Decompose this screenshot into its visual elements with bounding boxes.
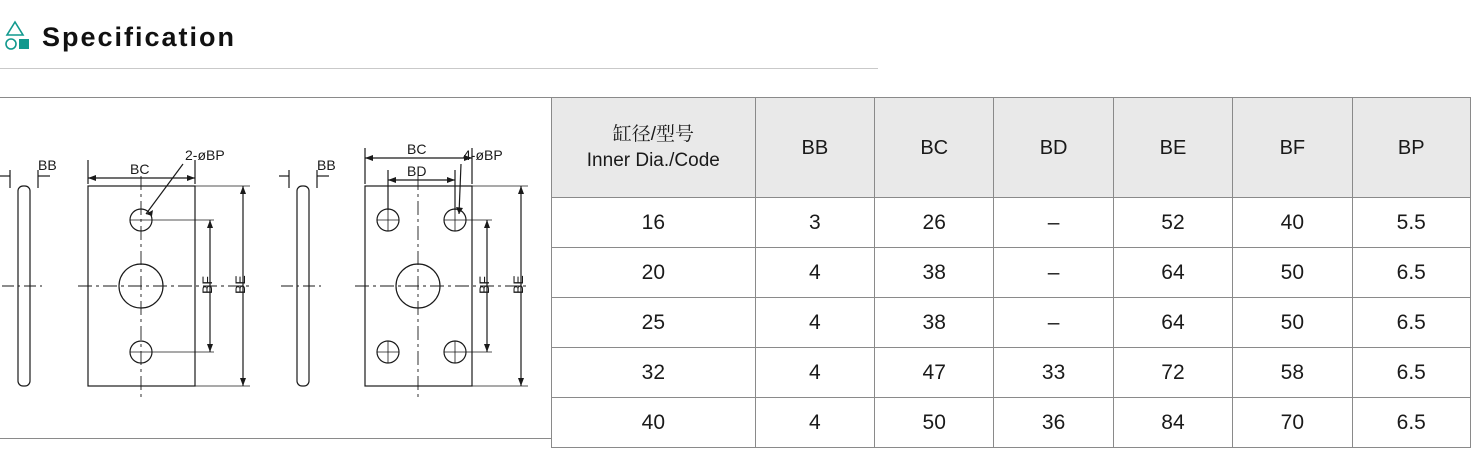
cell-be: 64 bbox=[1113, 248, 1232, 298]
table-row bbox=[552, 198, 1471, 248]
cell-bp: 6.5 bbox=[1352, 248, 1470, 298]
svg-text:4-øBP: 4-øBP bbox=[463, 147, 503, 163]
page-title: Specification bbox=[42, 22, 237, 52]
header-divider bbox=[0, 68, 878, 69]
svg-text:BE: BE bbox=[232, 275, 248, 294]
cell-code: 16 bbox=[552, 198, 756, 248]
column-header-code-cn: 缸径/型号 bbox=[612, 123, 694, 145]
cell-bc: 47 bbox=[875, 348, 994, 398]
cell-bd: – bbox=[994, 198, 1113, 248]
cell-bb: 3 bbox=[755, 198, 874, 248]
drawing-svg bbox=[0, 98, 551, 438]
column-header-be: BE bbox=[1113, 98, 1232, 198]
column-header-code-en: Inner Dia./Code bbox=[586, 149, 720, 171]
svg-text:BB: BB bbox=[38, 157, 57, 173]
svg-text:2-øBP: 2-øBP bbox=[185, 147, 225, 163]
page-header bbox=[0, 0, 1471, 72]
cell-bb: 4 bbox=[755, 348, 874, 398]
cell-be: 84 bbox=[1113, 398, 1232, 448]
table-header bbox=[552, 98, 1471, 198]
column-header-bf: BF bbox=[1233, 98, 1352, 198]
content-area bbox=[0, 97, 1471, 439]
cell-bf: 50 bbox=[1233, 248, 1352, 298]
cell-bc: 50 bbox=[875, 398, 994, 448]
table-row bbox=[552, 398, 1471, 448]
technical-drawing bbox=[0, 97, 551, 439]
svg-text:BF: BF bbox=[476, 276, 492, 294]
cell-bd: – bbox=[994, 248, 1113, 298]
column-header-bb: BB bbox=[755, 98, 874, 198]
cell-bp: 6.5 bbox=[1352, 348, 1470, 398]
column-header-bd: BD bbox=[994, 98, 1113, 198]
cell-bd: 36 bbox=[994, 398, 1113, 448]
cell-bd: 33 bbox=[994, 348, 1113, 398]
cell-bp: 6.5 bbox=[1352, 398, 1470, 448]
cell-code: 20 bbox=[552, 248, 756, 298]
svg-text:BD: BD bbox=[407, 163, 427, 179]
page-header-inner bbox=[0, 0, 1471, 60]
column-header-bp: BP bbox=[1352, 98, 1470, 198]
cell-code: 25 bbox=[552, 298, 756, 348]
column-header-bc: BC bbox=[875, 98, 994, 198]
spec-shapes-icon bbox=[4, 20, 34, 54]
svg-text:BB: BB bbox=[317, 157, 336, 173]
table-row bbox=[552, 248, 1471, 298]
specification-table bbox=[551, 97, 1471, 448]
cell-bc: 38 bbox=[875, 298, 994, 348]
cell-bd: – bbox=[994, 298, 1113, 348]
cell-bb: 4 bbox=[755, 248, 874, 298]
specification-table-wrapper bbox=[551, 97, 1471, 439]
cell-bb: 4 bbox=[755, 298, 874, 348]
cell-bp: 6.5 bbox=[1352, 298, 1470, 348]
table-row bbox=[552, 348, 1471, 398]
cell-be: 64 bbox=[1113, 298, 1232, 348]
cell-bp: 5.5 bbox=[1352, 198, 1470, 248]
table-header-row bbox=[552, 98, 1471, 198]
cell-bc: 26 bbox=[875, 198, 994, 248]
svg-text:BF: BF bbox=[199, 276, 215, 294]
cell-bc: 38 bbox=[875, 248, 994, 298]
table-row bbox=[552, 298, 1471, 348]
cell-bf: 58 bbox=[1233, 348, 1352, 398]
cell-bf: 40 bbox=[1233, 198, 1352, 248]
cell-bb: 4 bbox=[755, 398, 874, 448]
cell-be: 52 bbox=[1113, 198, 1232, 248]
cell-code: 40 bbox=[552, 398, 756, 448]
cell-be: 72 bbox=[1113, 348, 1232, 398]
table-body bbox=[552, 198, 1471, 448]
svg-text:BC: BC bbox=[407, 141, 427, 157]
svg-text:BC: BC bbox=[130, 161, 150, 177]
cell-bf: 50 bbox=[1233, 298, 1352, 348]
cell-bf: 70 bbox=[1233, 398, 1352, 448]
cell-code: 32 bbox=[552, 348, 756, 398]
svg-text:BE: BE bbox=[510, 275, 526, 294]
column-header-code bbox=[552, 98, 756, 198]
